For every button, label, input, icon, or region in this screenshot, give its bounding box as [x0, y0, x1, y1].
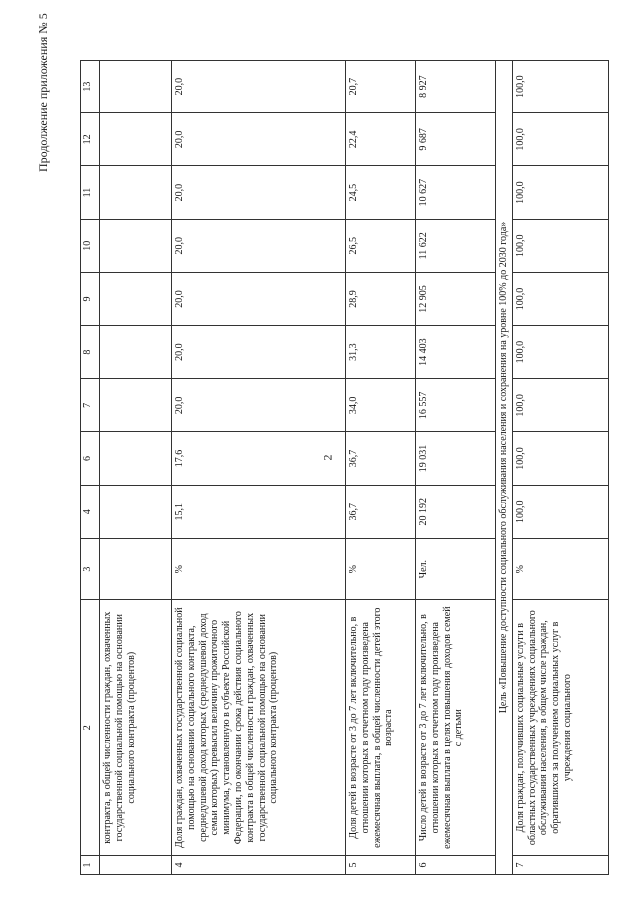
value-cell: 34,0	[346, 379, 416, 432]
value-cell: 26,5	[346, 219, 416, 272]
table-row	[512, 61, 608, 875]
value-cell	[100, 219, 172, 272]
value-cell: 12 905	[416, 272, 496, 325]
value-cell	[100, 432, 172, 485]
value-cell	[100, 379, 172, 432]
value-cell: 100,0	[512, 272, 608, 325]
indicator-name: контракта, в общей численности граждан, охваченных государственной социальной помощью на основании социального контракта (процентов)	[100, 600, 172, 855]
indicator-name: Доля детей в возрасте от 3 до 7 лет включительно, в отношении которых в отчетном году произведена ежемесячная выплата, в общей численности детей этого возраста	[346, 600, 416, 855]
value-cell: 20,0	[172, 272, 346, 325]
table-row	[100, 61, 172, 875]
row-number: 6	[416, 855, 496, 874]
value-cell	[100, 61, 172, 113]
continuation-note: Продолжение приложения № 5	[36, 13, 50, 172]
value-cell: 100,0	[512, 166, 608, 219]
value-cell: 100,0	[512, 326, 608, 379]
value-cell: 100,0	[512, 485, 608, 538]
value-cell: 17,6	[172, 432, 346, 485]
value-cell: 22,4	[346, 113, 416, 166]
value-cell	[100, 272, 172, 325]
value-cell: 20,0	[172, 379, 346, 432]
col-header: 6	[81, 432, 100, 485]
goal-row	[496, 61, 513, 875]
unit: %	[172, 538, 346, 600]
value-cell: 36,7	[346, 485, 416, 538]
value-cell: 20,0	[172, 219, 346, 272]
value-cell: 11 622	[416, 219, 496, 272]
value-cell: 100,0	[512, 219, 608, 272]
rotated-table-wrap	[80, 60, 615, 875]
header-row	[81, 61, 100, 875]
unit: Чел.	[416, 538, 496, 600]
value-cell: 19 031	[416, 432, 496, 485]
table-row	[172, 61, 346, 875]
goal-text: Цель «Повышение доступности социального обслуживания населения и сохранения на уровне 100% до 2030 года»	[496, 61, 513, 875]
value-cell: 16 557	[416, 379, 496, 432]
col-header: 4	[81, 485, 100, 538]
value-cell: 20,0	[172, 166, 346, 219]
unit	[100, 538, 172, 600]
value-cell: 100,0	[512, 432, 608, 485]
indicators-table	[80, 60, 609, 875]
value-cell	[100, 113, 172, 166]
col-header: 10	[81, 219, 100, 272]
col-header: 3	[81, 538, 100, 600]
value-cell: 31,3	[346, 326, 416, 379]
unit: %	[346, 538, 416, 600]
value-cell: 36,7	[346, 432, 416, 485]
indicator-name: Число детей в возрасте от 3 до 7 лет включительно, в отношении которых в отчетном году произведена ежемесячная выплата в целях повышения доходов семей с детьми	[416, 600, 496, 855]
value-cell: 20,0	[172, 61, 346, 113]
value-cell: 20,7	[346, 61, 416, 113]
value-cell: 100,0	[512, 379, 608, 432]
value-cell: 10 627	[416, 166, 496, 219]
table-row	[416, 61, 496, 875]
value-cell: 20,0	[172, 326, 346, 379]
value-cell: 15,1	[172, 485, 346, 538]
value-cell: 14 403	[416, 326, 496, 379]
value-cell: 24,5	[346, 166, 416, 219]
value-cell	[100, 326, 172, 379]
row-number: 5	[346, 855, 416, 874]
value-cell: 20 192	[416, 485, 496, 538]
row-number: 4	[172, 855, 346, 874]
row-number	[100, 855, 172, 874]
indicator-name: Доля граждан, охваченных государственной социальной помощью на основании социального контракта, среднедушевой доход которых (среднедушевой доход семьи которых) превысил величину прожиточного минимума, установленную в субъекте Российской Федерации, по окончании срока действия социального контракта в общей численности граждан, охваченных государственной социальной помощью на основании социального контракта (процентов)	[172, 600, 346, 855]
value-cell: 100,0	[512, 113, 608, 166]
col-header: 9	[81, 272, 100, 325]
table-row	[346, 61, 416, 875]
col-header: 7	[81, 379, 100, 432]
page-number: 2	[320, 454, 335, 461]
value-cell: 8 927	[416, 61, 496, 113]
indicator-name: Доля граждан, получивших социальные услуги в областных государственных учреждениях социального обслуживания населения, в общем числе граждан, обратившихся за получением социальных услуг в учреждения социального	[512, 600, 608, 855]
unit: %	[512, 538, 608, 600]
value-cell: 9 687	[416, 113, 496, 166]
value-cell: 20,0	[172, 113, 346, 166]
col-header: 13	[81, 61, 100, 113]
col-header: 2	[81, 600, 100, 855]
col-header: 11	[81, 166, 100, 219]
value-cell: 100,0	[512, 61, 608, 113]
col-header: 8	[81, 326, 100, 379]
col-header: 12	[81, 113, 100, 166]
value-cell	[100, 485, 172, 538]
col-header: 1	[81, 855, 100, 874]
row-number: 7	[512, 855, 608, 874]
value-cell: 28,9	[346, 272, 416, 325]
value-cell	[100, 166, 172, 219]
